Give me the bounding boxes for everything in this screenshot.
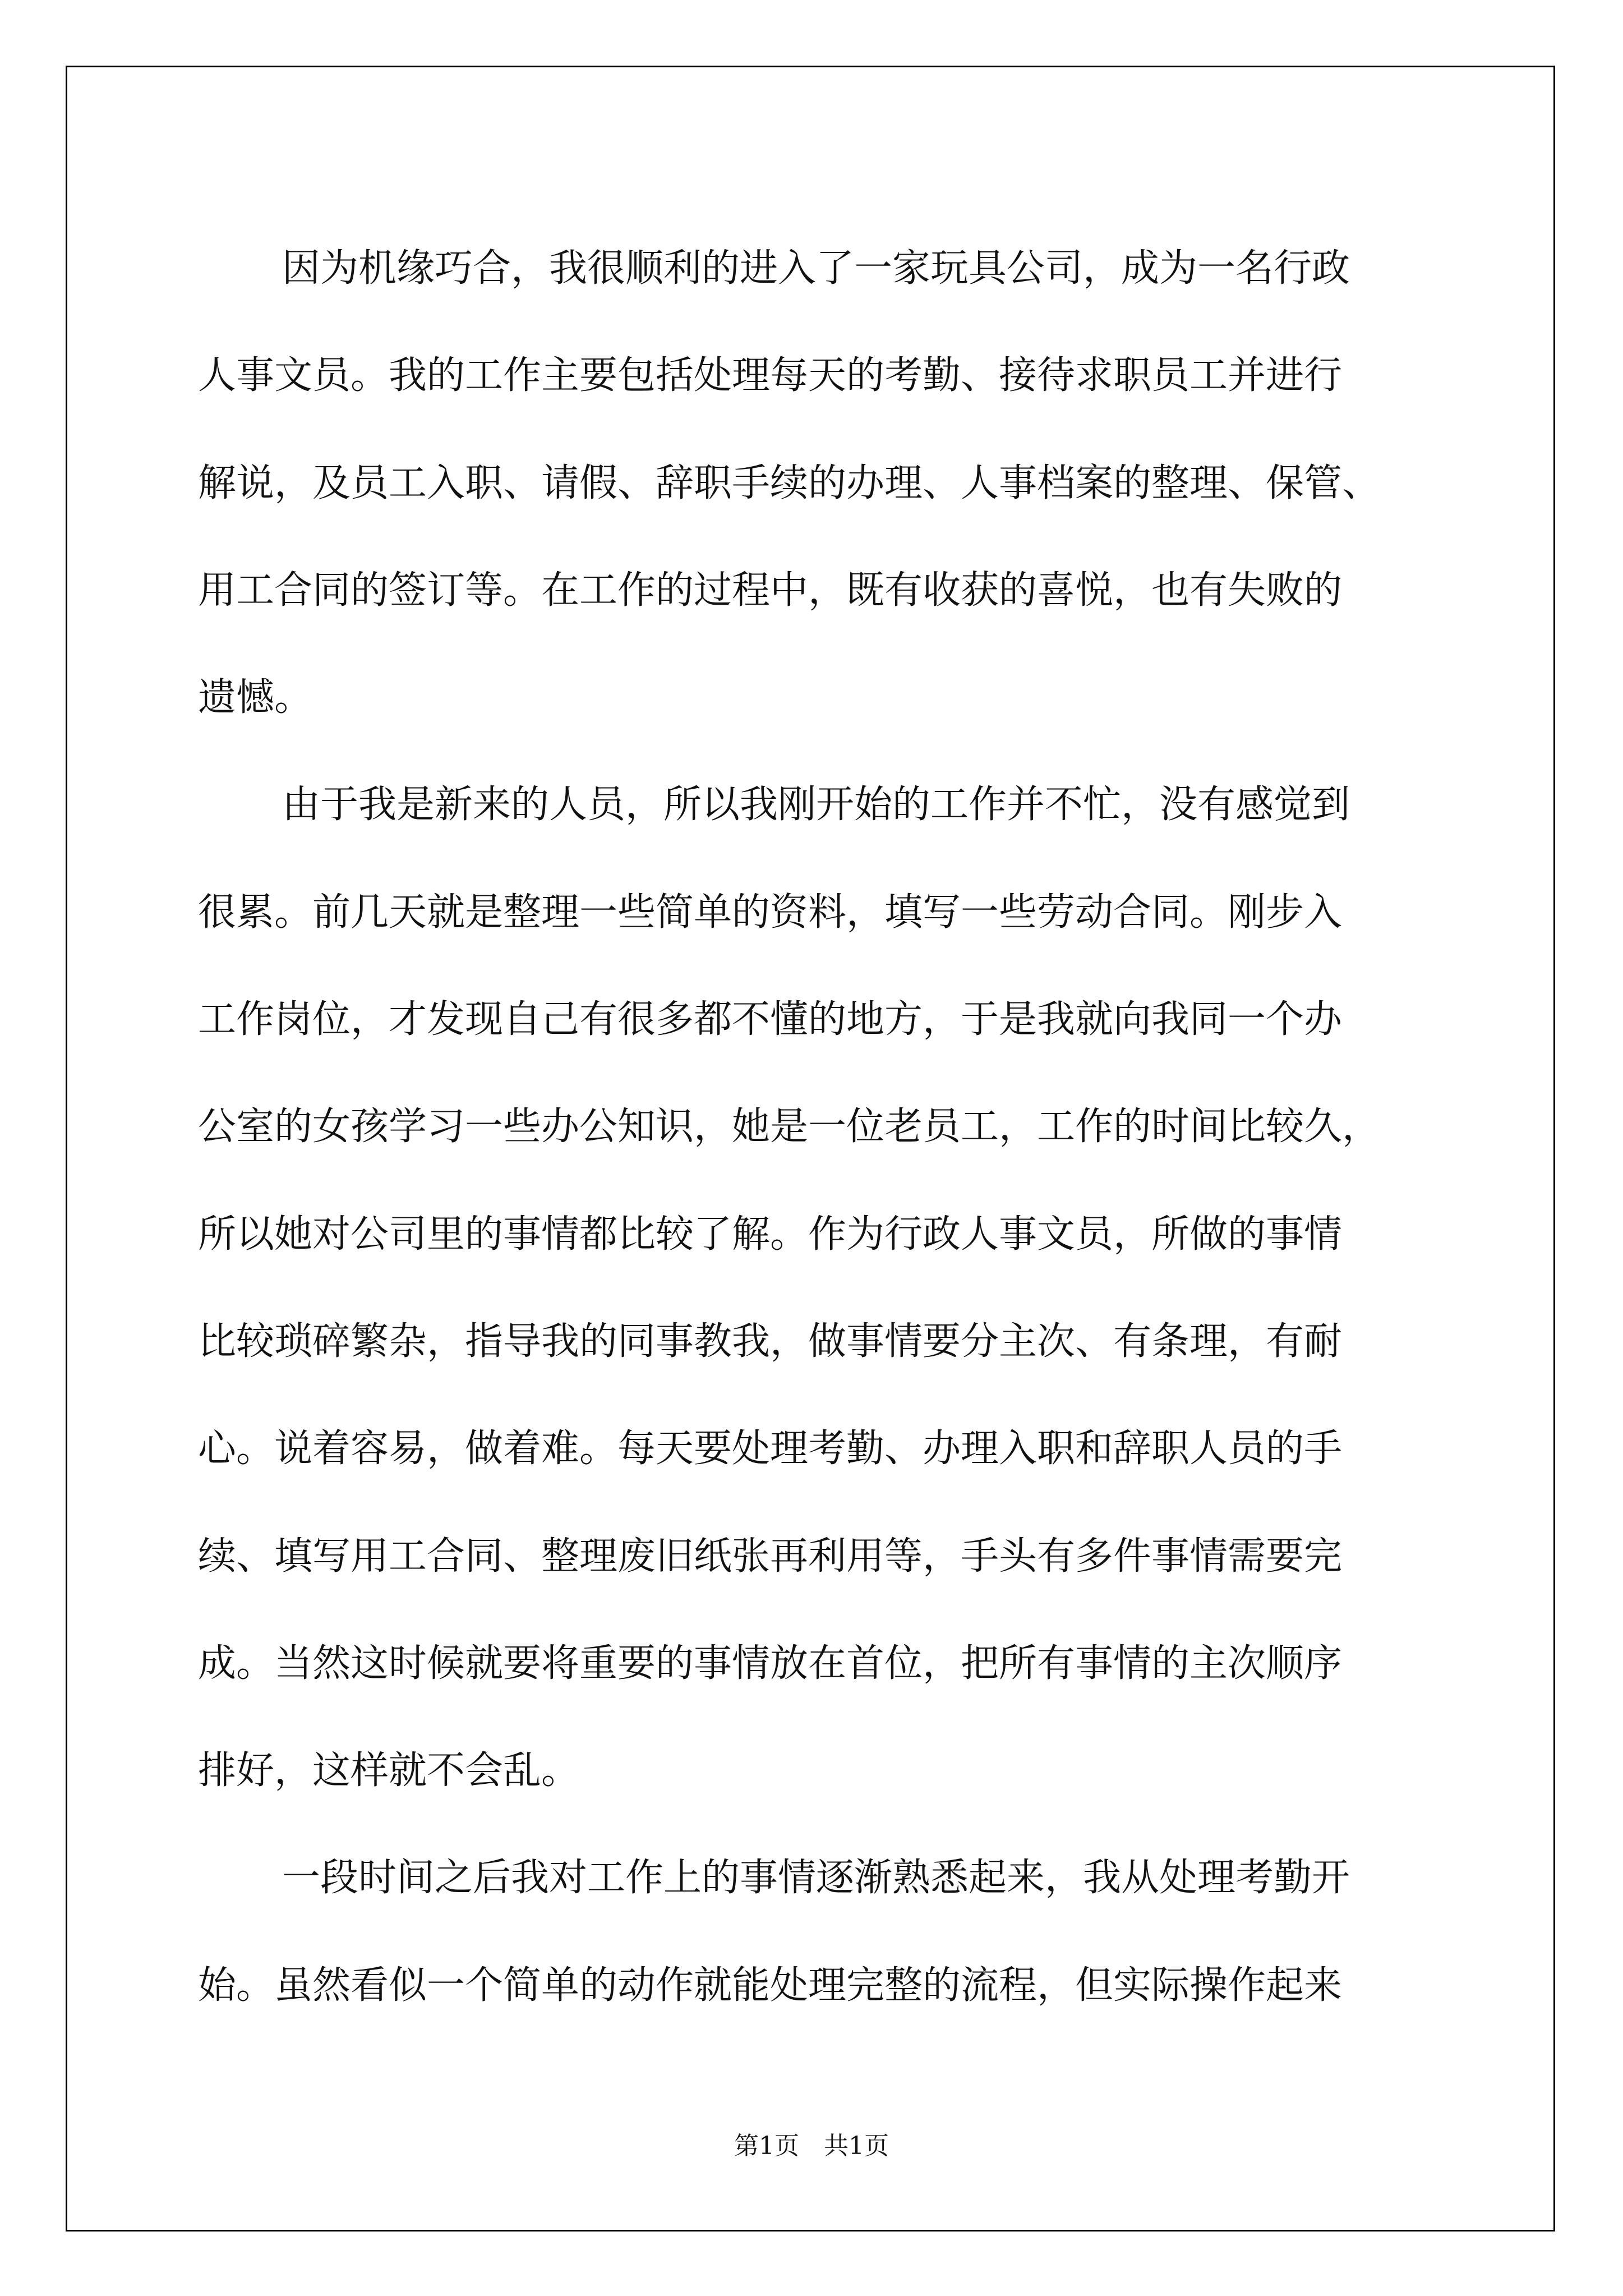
document-body <box>198 215 1432 2039</box>
paragraph-2-line-10: 排好，这样就不会乱。 <box>198 1749 580 1793</box>
paragraph-2-line-9: 成。当然这时候就要将重要的事情放在首位，把所有事情的主次顺序 <box>198 1641 1343 1686</box>
paragraph-3-line-2: 始。虽然看似一个简单的动作就能处理完整的流程，但实际操作起来 <box>198 1963 1343 2008</box>
paragraph-3-line-1: 一段时间之后我对工作上的事情逐渐熟悉起来，我从处理考勤开 <box>282 1856 1350 1901</box>
paragraph-1-line-1: 因为机缘巧合，我很顺利的进入了一家玩具公司，成为一名行政 <box>282 246 1350 291</box>
page-number-footer: 第1页 共1页 <box>734 2132 889 2160</box>
paragraph-1-line-2: 人事文员。我的工作主要包括处理每天的考勤、接待求职员工并进行 <box>198 353 1343 398</box>
paragraph-2-line-1: 由于我是新来的人员，所以我刚开始的工作并不忙，没有感觉到 <box>282 783 1350 827</box>
paragraph-2-line-5: 所以她对公司里的事情都比较了解。作为行政人事文员，所做的事情 <box>198 1212 1343 1257</box>
paragraph-2-line-3: 工作岗位，才发现自己有很多都不懂的地方，于是我就向我同一个办 <box>198 997 1343 1042</box>
paragraph-2-line-8: 续、填写用工合同、整理废旧纸张再利用等，手头有多件事情需要完 <box>198 1534 1343 1579</box>
paragraph-1-line-5: 遗憾。 <box>198 675 313 720</box>
paragraph-2-line-6: 比较琐碎繁杂，指导我的同事教我，做事情要分主次、有条理，有耐 <box>198 1319 1343 1364</box>
paragraph-2-line-2: 很累。前几天就是整理一些简单的资料，填写一些劳动合同。刚步入 <box>198 890 1343 935</box>
paragraph-2-line-4: 公室的女孩学习一些办公知识，她是一位老员工，工作的时间比较久， <box>198 1105 1381 1149</box>
paragraph-2-line-7: 心。说着容易，做着难。每天要处理考勤、办理入职和辞职人员的手 <box>198 1427 1343 1471</box>
paragraph-1-line-3: 解说，及员工入职、请假、辞职手续的办理、人事档案的整理、保管、 <box>198 461 1381 505</box>
paragraph-1-line-4: 用工合同的签订等。在工作的过程中，既有收获的喜悦，也有失败的 <box>198 568 1343 613</box>
